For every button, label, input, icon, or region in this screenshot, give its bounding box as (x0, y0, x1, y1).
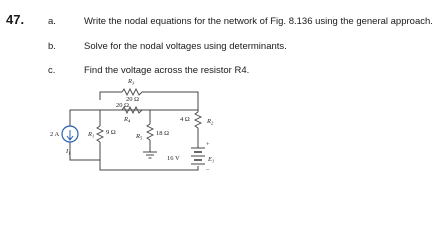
battery-value: 16 V (167, 155, 180, 162)
battery-minus-sign: – (206, 166, 210, 173)
ground-icon (143, 152, 157, 158)
r1-name: $R_1$ (88, 131, 95, 139)
part-letter: a. (48, 16, 56, 27)
current-arrow-icon (67, 130, 73, 140)
part-text: Solve for the nodal voltages using determinants. (84, 41, 287, 52)
r3-value: 20 Ω (126, 96, 139, 103)
r4-value: 20 Ω (116, 102, 129, 109)
r1-value: 9 Ω (106, 129, 116, 136)
battery-e1-symbol (191, 148, 205, 164)
current-source-name: $I_1$ (66, 148, 71, 156)
circuit-diagram (0, 72, 350, 174)
r2-name: $R_2$ (207, 118, 214, 126)
resistor-r5-symbol (147, 124, 153, 140)
r2-value: 4 Ω (180, 116, 190, 123)
part-letter: c. (48, 65, 56, 76)
r5-name: $R_5$ (136, 133, 143, 141)
wire-left-loop (70, 110, 100, 160)
resistor-r3-symbol (122, 89, 142, 95)
battery-name: $E_1$ (208, 156, 215, 164)
wire-top-r3 (100, 92, 198, 100)
question-part-a (0, 16, 433, 34)
part-text: Find the voltage across the resistor R4. (84, 65, 250, 76)
resistor-r1-symbol (97, 126, 103, 142)
resistor-r2-symbol (195, 112, 201, 128)
part-text: Write the nodal equations for the network of Fig. 8.136 using the general approach. (84, 16, 433, 27)
part-letter: b. (48, 41, 56, 52)
question-number: 47. (6, 12, 25, 27)
question-part-b (0, 41, 350, 59)
current-source-value: 2 A (50, 131, 60, 138)
r5-value: 18 Ω (156, 130, 169, 137)
battery-plus-sign: + (206, 141, 210, 148)
r3-name: $R_3$ (128, 78, 135, 86)
r4-name: $R_4$ (124, 116, 131, 124)
